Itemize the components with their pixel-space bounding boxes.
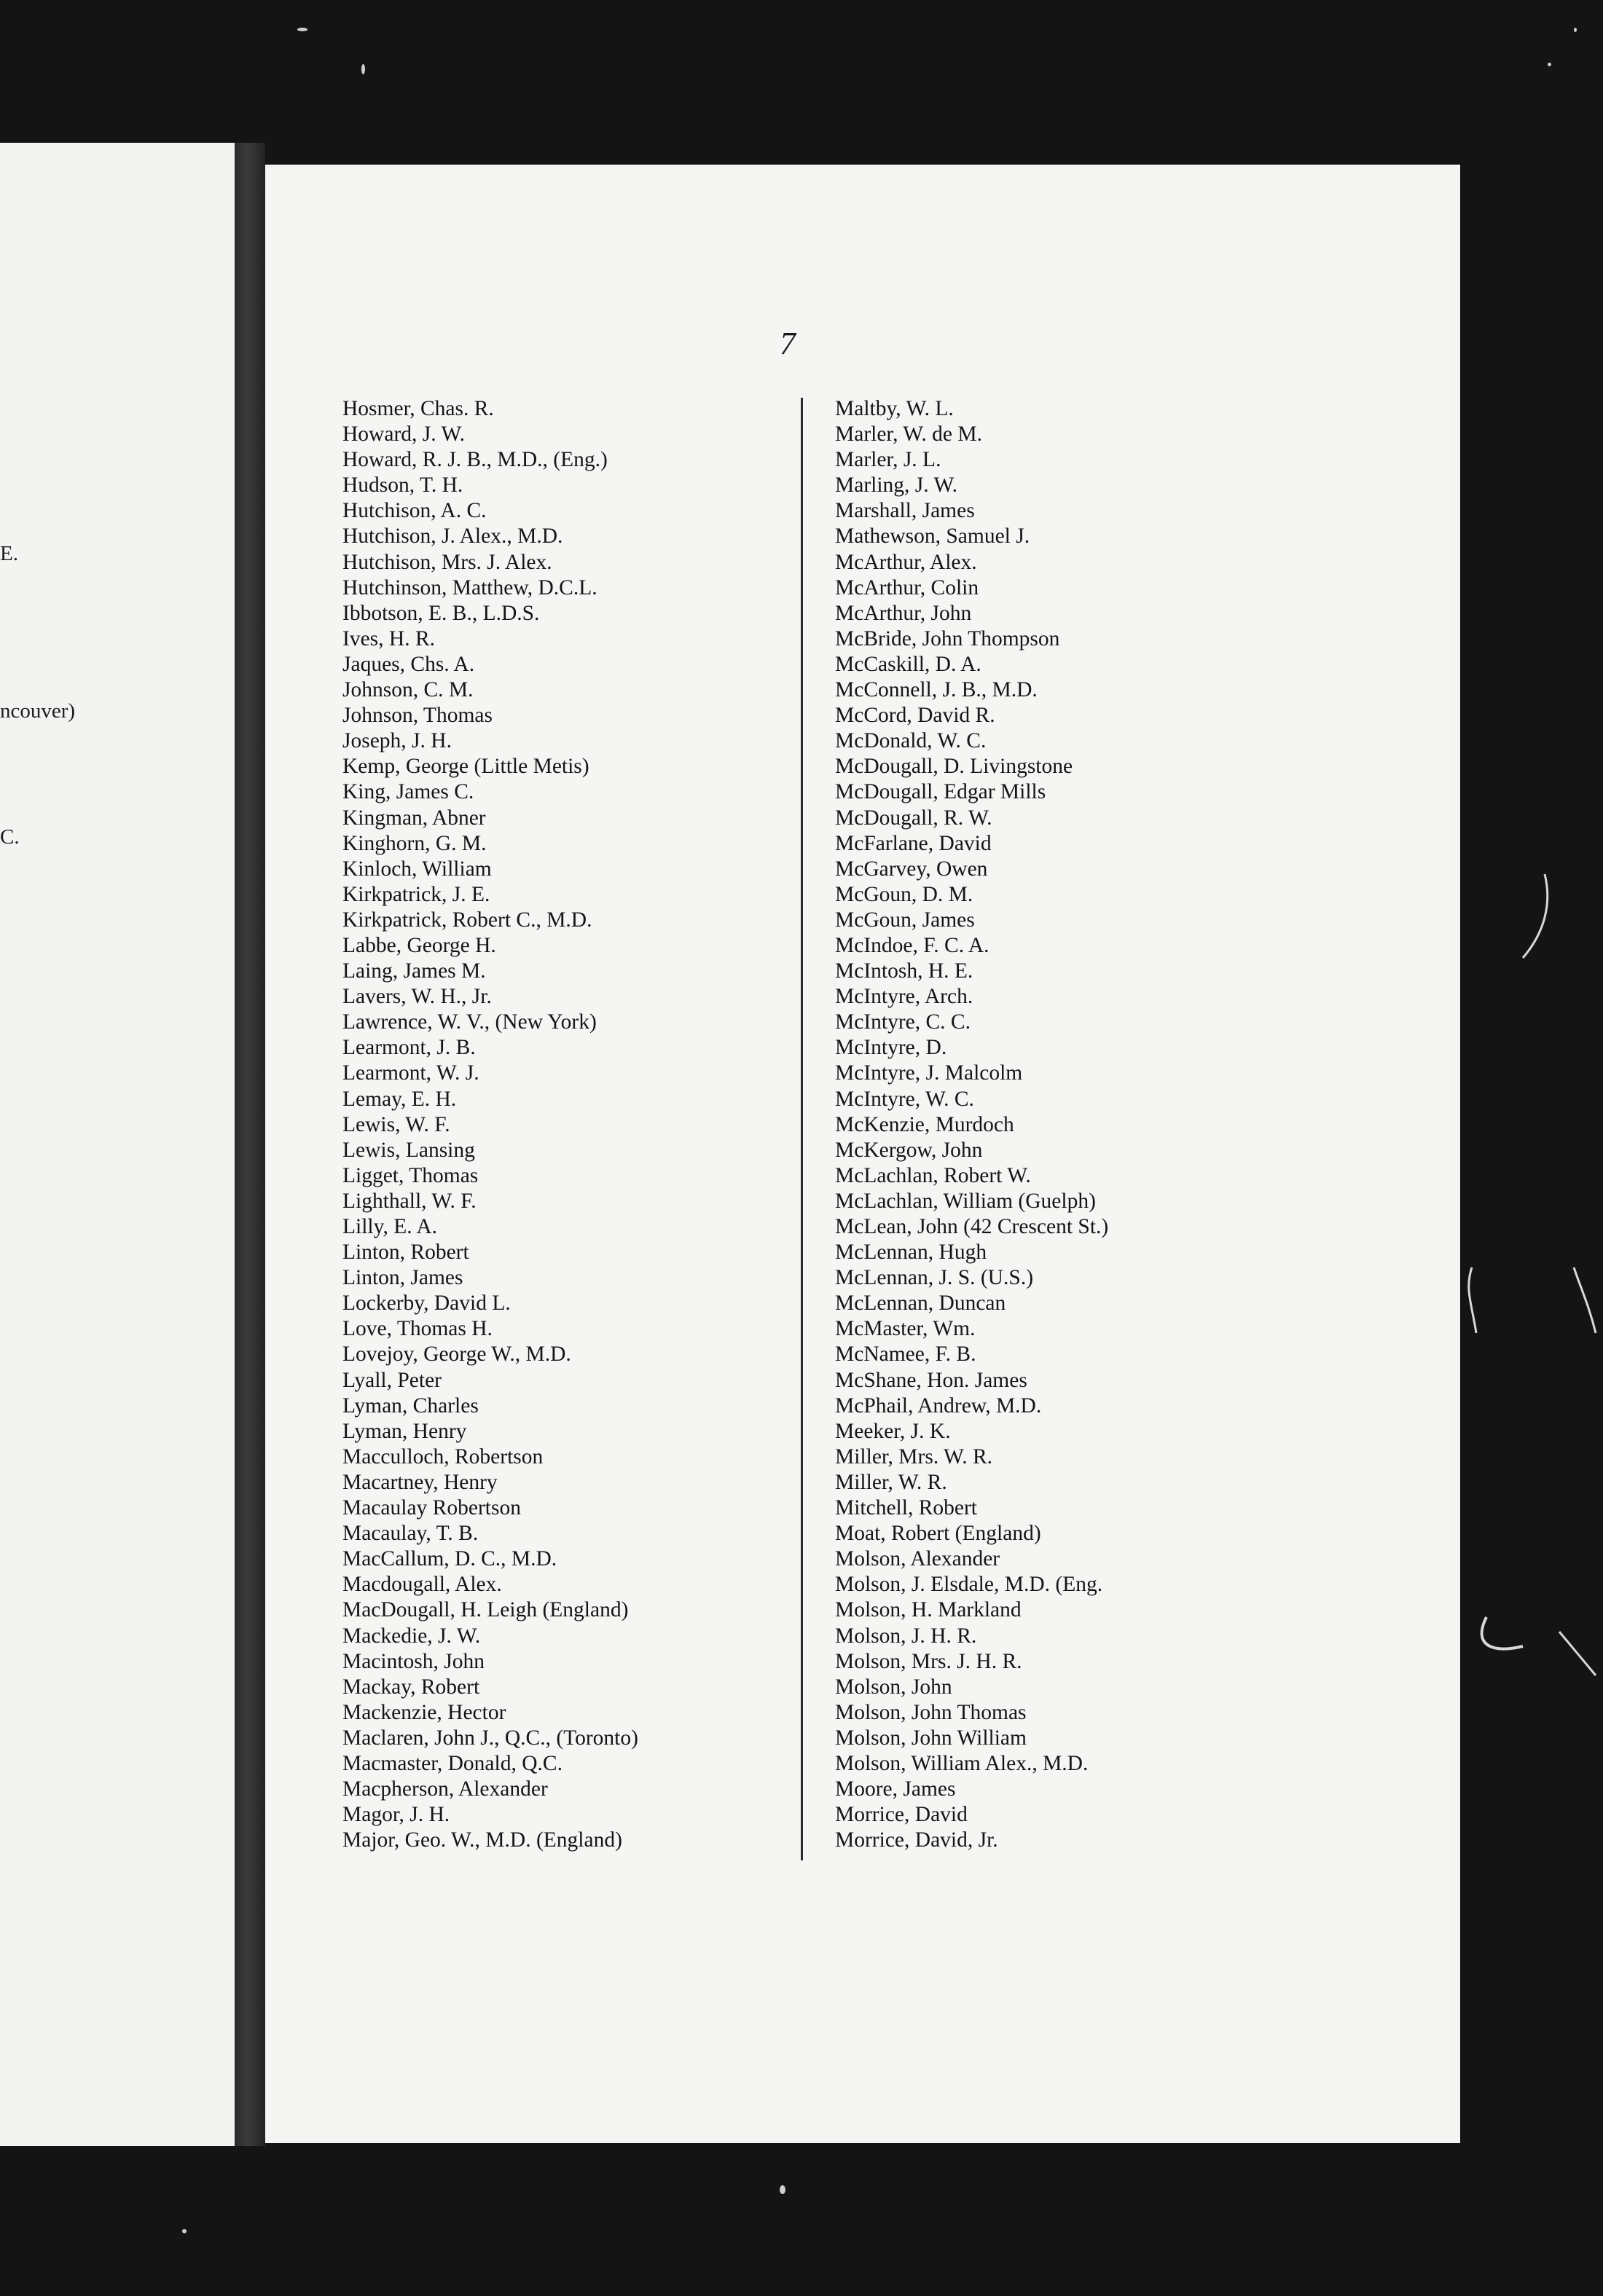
name-entry: Kinghorn, G. M. (342, 831, 487, 855)
name-column-right (835, 396, 1108, 1853)
name-entry: Macculloch, Robertson (342, 1444, 544, 1469)
name-entry: Lyall, Peter (342, 1368, 442, 1392)
name-entry: King, James C. (342, 780, 474, 804)
name-entry: Miller, W. R. (835, 1470, 947, 1494)
name-entry: Hutchison, J. Alex., M.D. (342, 524, 563, 549)
name-entry: Jaques, Chs. A. (342, 652, 475, 676)
name-entry: Hutchinson, Matthew, D.C.L. (342, 575, 597, 599)
name-entry: Mathewson, Samuel J. (835, 524, 1030, 549)
book-gutter (235, 143, 265, 2146)
name-entry: Molson, John (835, 1675, 952, 1699)
name-entry: Molson, Mrs. J. H. R. (835, 1649, 1022, 1673)
name-entry: McGoun, James (835, 908, 975, 932)
name-entry: Macintosh, John (342, 1649, 485, 1673)
name-entry: McDougall, R. W. (835, 806, 992, 830)
name-entry: McIntyre, W. C. (835, 1087, 974, 1111)
name-entry: Moat, Robert (England) (835, 1522, 1041, 1546)
name-entry: Lemay, E. H. (342, 1087, 457, 1111)
name-entry: McKergow, John (835, 1138, 983, 1162)
name-entry: Lawrence, W. V., (New York) (342, 1010, 597, 1034)
name-entry: Morrice, David (835, 1803, 968, 1827)
name-entry: McLean, John (42 Crescent St.) (835, 1215, 1109, 1238)
name-entry: Macaulay Robertson (342, 1496, 521, 1520)
name-entry: Molson, John William (835, 1726, 1027, 1750)
name-entry: Lyman, Charles (342, 1393, 479, 1418)
name-entry: Learmont, J. B. (342, 1036, 476, 1060)
scan-speck (182, 2229, 187, 2233)
name-entry: Marshall, James (835, 499, 975, 523)
name-entry: McGoun, D. M. (835, 882, 973, 906)
name-entry: McMaster, Wm. (835, 1317, 976, 1341)
name-entry: Hosmer, Chas. R. (342, 397, 494, 420)
name-entry: Johnson, C. M. (342, 678, 474, 702)
name-entry: McDougall, D. Livingstone (835, 755, 1073, 779)
name-entry: Ives, H. R. (342, 626, 436, 650)
name-entry: McDonald, W. C. (835, 729, 987, 753)
name-entry: Kingman, Abner (342, 806, 486, 830)
name-entry: McArthur, John (835, 601, 972, 625)
name-entry: Hutchison, A. C. (342, 499, 487, 523)
name-entry: Lilly, E. A. (342, 1215, 438, 1238)
name-entry: Linton, Robert (342, 1241, 469, 1265)
name-entry: Meeker, J. K. (835, 1419, 951, 1443)
name-entry: McKenzie, Murdoch (835, 1112, 1014, 1136)
scan-scratch (1516, 860, 1567, 976)
left-page-fragment: E. (0, 542, 18, 565)
left-page-edge (0, 143, 244, 2146)
column-divider (801, 398, 803, 1860)
name-entry: McBride, John Thompson (835, 626, 1060, 650)
name-entry: Ibbotson, E. B., L.D.S. (342, 601, 540, 625)
name-entry: Molson, John Thomas (835, 1700, 1027, 1724)
name-entry: Marling, J. W. (835, 473, 957, 498)
name-entry: Major, Geo. W., M.D. (England) (342, 1828, 622, 1852)
name-entry: Magor, J. H. (342, 1803, 450, 1827)
name-entry: McLennan, Duncan (835, 1292, 1006, 1316)
name-entry: Hutchison, Mrs. J. Alex. (342, 550, 552, 574)
name-entry: McDougall, Edgar Mills (835, 780, 1046, 804)
name-entry: Macmaster, Donald, Q.C. (342, 1751, 563, 1775)
name-entry: Joseph, J. H. (342, 729, 452, 753)
name-entry: McIndoe, F. C. A. (835, 933, 989, 957)
name-entry: McShane, Hon. James (835, 1368, 1027, 1392)
scan-speck (1574, 28, 1577, 32)
name-entry: Lovejoy, George W., M.D. (342, 1342, 571, 1367)
scan-speck (1548, 63, 1551, 66)
scan-speck (780, 2185, 785, 2194)
name-entry: McIntyre, D. (835, 1036, 947, 1060)
name-entry: Laing, James M. (342, 959, 486, 983)
scan-scratch (1472, 1603, 1603, 1683)
name-entry: Moore, James (835, 1777, 956, 1801)
scan-speck (297, 28, 307, 31)
left-page-fragment: C. (0, 825, 20, 849)
name-entry: McLachlan, William (Guelph) (835, 1189, 1096, 1213)
name-entry: McArthur, Colin (835, 575, 979, 599)
name-entry: Lewis, Lansing (342, 1138, 475, 1162)
name-entry: Kemp, George (Little Metis) (342, 755, 589, 779)
name-entry: Molson, Alexander (835, 1547, 1000, 1571)
name-entry: Morrice, David, Jr. (835, 1828, 998, 1852)
name-entry: McArthur, Alex. (835, 550, 977, 574)
name-entry: Lewis, W. F. (342, 1112, 450, 1136)
name-entry: Miller, Mrs. W. R. (835, 1444, 992, 1469)
name-entry: Kinloch, William (342, 857, 492, 881)
name-entry: Marler, J. L. (835, 448, 941, 472)
name-entry: Molson, H. Markland (835, 1598, 1022, 1622)
name-entry: Lyman, Henry (342, 1419, 467, 1443)
name-entry: Linton, James (342, 1266, 463, 1290)
name-entry: Lavers, W. H., Jr. (342, 985, 492, 1009)
left-page-fragment: ncouver) (0, 699, 76, 723)
name-entry: Maclaren, John J., Q.C., (Toronto) (342, 1726, 638, 1750)
name-entry: Johnson, Thomas (342, 704, 493, 728)
scan-speck (361, 64, 365, 74)
name-entry: Lockerby, David L. (342, 1292, 511, 1316)
name-entry: McLennan, Hugh (835, 1241, 987, 1265)
name-entry: McGarvey, Owen (835, 857, 988, 881)
name-column-left (342, 396, 638, 1853)
name-entry: Molson, J. Elsdale, M.D. (Eng. (835, 1573, 1103, 1597)
name-entry: Macartney, Henry (342, 1470, 498, 1494)
name-entry: Molson, J. H. R. (835, 1624, 977, 1648)
name-entry: Mackay, Robert (342, 1675, 480, 1699)
name-entry: McFarlane, David (835, 831, 992, 855)
name-entry: Howard, J. W. (342, 422, 465, 447)
scan-scratch (1457, 1260, 1603, 1362)
name-entry: Hudson, T. H. (342, 473, 463, 498)
name-entry: MacCallum, D. C., M.D. (342, 1547, 557, 1571)
name-entry: Learmont, W. J. (342, 1061, 479, 1085)
name-entry: McPhail, Andrew, M.D. (835, 1393, 1042, 1418)
name-entry: McIntosh, H. E. (835, 959, 973, 983)
name-entry: Love, Thomas H. (342, 1317, 493, 1341)
name-entry: Molson, William Alex., M.D. (835, 1751, 1089, 1775)
name-entry: McIntyre, Arch. (835, 985, 973, 1009)
name-entry: McIntyre, J. Malcolm (835, 1061, 1023, 1085)
name-entry: Macaulay, T. B. (342, 1522, 479, 1546)
name-entry: MacDougall, H. Leigh (England) (342, 1598, 629, 1622)
name-entry: McLennan, J. S. (U.S.) (835, 1266, 1034, 1290)
name-entry: Mackenzie, Hector (342, 1700, 506, 1724)
name-entry: Mitchell, Robert (835, 1496, 977, 1520)
name-entry: McConnell, J. B., M.D. (835, 678, 1038, 702)
page-number: 7 (780, 326, 796, 361)
name-entry: Macdougall, Alex. (342, 1573, 502, 1597)
name-entry: McCord, David R. (835, 704, 995, 728)
name-entry: Marler, W. de M. (835, 422, 983, 447)
name-entry: McNamee, F. B. (835, 1342, 976, 1367)
name-entry: Kirkpatrick, Robert C., M.D. (342, 908, 592, 932)
name-entry: Labbe, George H. (342, 933, 496, 957)
name-entry: McCaskill, D. A. (835, 652, 981, 676)
name-entry: Ligget, Thomas (342, 1163, 479, 1187)
name-entry: Howard, R. J. B., M.D., (Eng.) (342, 448, 608, 472)
name-entry: McIntyre, C. C. (835, 1010, 971, 1034)
name-entry: Lighthall, W. F. (342, 1189, 477, 1213)
name-entry: Macpherson, Alexander (342, 1777, 548, 1801)
name-entry: Maltby, W. L. (835, 397, 954, 420)
name-entry: Kirkpatrick, J. E. (342, 882, 490, 906)
name-entry: McLachlan, Robert W. (835, 1163, 1031, 1187)
name-entry: Mackedie, J. W. (342, 1624, 481, 1648)
